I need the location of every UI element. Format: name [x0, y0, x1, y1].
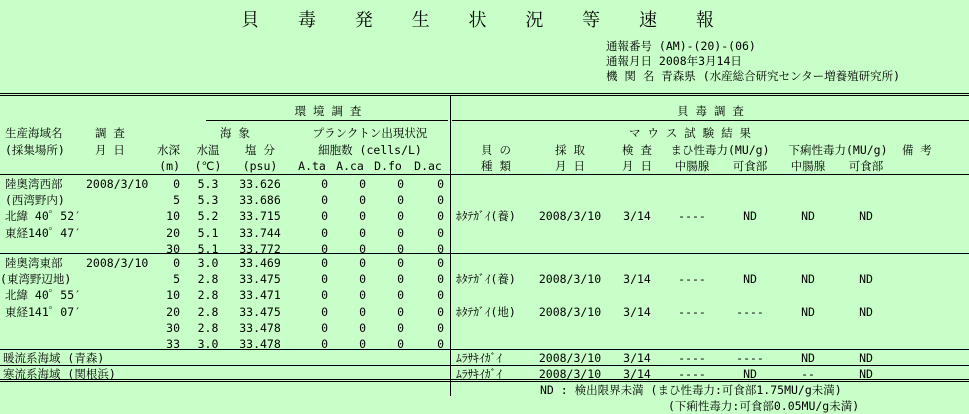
shellfish-species: ﾎﾀﾃｶﾞｲ(養): [456, 272, 516, 287]
col-psp: まひ性毒力(MU/g): [670, 143, 770, 157]
psp-edible-cell: ----: [736, 304, 764, 319]
psp-midgut-cell: ----: [678, 367, 706, 381]
plankton-cell: 0: [397, 241, 404, 256]
col-dsp-midgut: 中腸腺: [790, 159, 826, 173]
col-month-day: 月 日: [95, 143, 125, 157]
salinity-cell: 33.744: [239, 225, 281, 240]
temp-cell: 5.2: [197, 209, 219, 224]
psp-midgut-cell: ----: [678, 209, 706, 224]
col-sea-area: 生産海域名: [5, 126, 63, 140]
col-species: 種 類: [481, 159, 511, 173]
plankton-cell: 0: [359, 337, 366, 351]
row-separator-rule: [0, 365, 969, 366]
temp-cell: 5.3: [197, 193, 219, 208]
col-sampling: 採 取: [555, 143, 585, 157]
header-bottom-rule: [0, 174, 969, 175]
plankton-cell: 0: [437, 304, 444, 319]
col-temp-unit: (℃): [194, 159, 222, 173]
col-shellfish: 貝 の: [481, 143, 511, 157]
depth-cell: 0: [173, 256, 180, 270]
col-species-1: A.ta: [298, 159, 326, 173]
salinity-cell: 33.715: [239, 209, 281, 224]
plankton-cell: 0: [321, 177, 328, 191]
plankton-cell: 0: [437, 225, 444, 240]
env-group-rule: [206, 120, 448, 121]
table-top-rule: [0, 93, 969, 96]
report-title: 貝 毒 発 生 状 況 等 速 報: [241, 10, 728, 31]
plankton-cell: 0: [397, 288, 404, 303]
depth-cell: 5: [173, 272, 180, 287]
plankton-cell: 0: [359, 177, 366, 191]
psp-edible-cell: ND: [743, 367, 757, 381]
dsp-edible-cell: ND: [859, 351, 873, 365]
dsp-edible-cell: ND: [859, 367, 873, 381]
plankton-cell: 0: [397, 272, 404, 287]
depth-cell: 5: [173, 193, 180, 208]
plankton-cell: 0: [437, 256, 444, 270]
temp-cell: 5.1: [197, 241, 219, 256]
salinity-cell: 33.772: [239, 241, 281, 256]
area-label: 陸奥湾東部: [5, 256, 63, 270]
agency-name: 機 関 名 青森県 (水産総合研究センター増養殖研究所): [606, 69, 901, 83]
plankton-cell: 0: [397, 304, 404, 319]
shellfish-species: ﾎﾀﾃｶﾞｲ(養): [456, 209, 516, 224]
plankton-cell: 0: [321, 272, 328, 287]
footnote-line-2: (下痢性毒力:可食部0.05MU/g未満): [668, 399, 860, 413]
sampling-date-cell: 2008/3/10: [538, 367, 602, 381]
plankton-cell: 0: [397, 320, 404, 335]
dsp-midgut-cell: --: [801, 367, 815, 381]
sampling-date-cell: 2008/3/10: [538, 209, 602, 224]
area-label: 陸奥湾西部: [5, 177, 63, 191]
plankton-cell: 0: [437, 193, 444, 208]
plankton-cell: 0: [359, 304, 366, 319]
plankton-cell: 0: [397, 256, 404, 270]
col-plankton-group: プランクトン出現状況: [312, 126, 428, 140]
col-cell-count: 細胞数 (cells/L): [318, 143, 422, 157]
salinity-cell: 33.626: [239, 177, 281, 191]
area-label: 東経140゜47′: [5, 225, 82, 240]
inspection-date-cell: 3/14: [623, 367, 651, 381]
plankton-cell: 0: [437, 177, 444, 191]
survey-date: 2008/3/10: [86, 256, 149, 270]
area-label: 北緯 40゜52′: [5, 209, 82, 224]
plankton-cell: 0: [437, 241, 444, 256]
depth-cell: 30: [166, 320, 180, 335]
plankton-cell: 0: [321, 209, 328, 224]
plankton-cell: 0: [321, 288, 328, 303]
plankton-cell: 0: [397, 209, 404, 224]
depth-cell: 20: [166, 225, 180, 240]
col-sampling-place: (採集場所): [5, 143, 65, 157]
col-psp-midgut: 中腸腺: [674, 159, 710, 173]
area-label: (東湾野辺地): [0, 272, 72, 287]
plankton-cell: 0: [321, 337, 328, 351]
section-divider: [450, 95, 451, 396]
dsp-edible-cell: ND: [859, 304, 873, 319]
plankton-cell: 0: [321, 304, 328, 319]
psp-midgut-cell: ----: [678, 304, 706, 319]
plankton-cell: 0: [397, 193, 404, 208]
shellfish-species: ﾑﾗｻｷｲｶﾞｲ: [456, 367, 502, 381]
col-salinity-unit: (psu): [242, 159, 278, 173]
plankton-cell: 0: [437, 288, 444, 303]
psp-midgut-cell: ----: [678, 272, 706, 287]
col-remarks: 備 考: [902, 143, 932, 157]
plankton-cell: 0: [359, 256, 366, 270]
depth-cell: 10: [166, 209, 180, 224]
dsp-midgut-cell: ND: [801, 351, 815, 365]
area-label: (西湾野内): [5, 193, 65, 208]
inspection-date-cell: 3/14: [623, 272, 651, 287]
report-number: 通報番号 (AM)-(20)-(06): [606, 39, 756, 53]
plankton-cell: 0: [321, 241, 328, 256]
group-separator-rule: [0, 349, 969, 350]
salinity-cell: 33.475: [239, 272, 281, 287]
salinity-cell: 33.471: [239, 288, 281, 303]
col-depth-unit: (m): [159, 159, 180, 173]
col-inspection: 検 査: [622, 143, 652, 157]
col-species-4: D.ac: [414, 159, 442, 173]
col-salinity: 塩 分: [245, 143, 275, 157]
inspection-date-cell: 3/14: [623, 351, 651, 365]
env-group-heading: 環 境 調 査: [294, 104, 362, 118]
depth-cell: 0: [173, 177, 180, 191]
shellfish-species: ﾎﾀﾃｶﾞｲ(地): [456, 304, 516, 319]
inspection-date-cell: 3/14: [623, 209, 651, 224]
psp-midgut-cell: ----: [678, 351, 706, 365]
temp-cell: 5.1: [197, 225, 219, 240]
col-species-3: D.fo: [374, 159, 402, 173]
toxin-group-heading: 貝 毒 調 査: [677, 104, 744, 118]
plankton-cell: 0: [359, 193, 366, 208]
col-species-2: A.ca: [336, 159, 364, 173]
temp-cell: 5.3: [197, 177, 219, 191]
plankton-cell: 0: [437, 209, 444, 224]
temp-cell: 3.0: [197, 256, 219, 270]
col-water-temp: 水温: [196, 143, 220, 157]
salinity-cell: 33.469: [239, 256, 281, 270]
temp-cell: 2.8: [197, 304, 219, 319]
depth-cell: 33: [166, 337, 180, 351]
dsp-midgut-cell: ND: [801, 209, 815, 224]
group-separator-rule: [0, 253, 969, 254]
inspection-date-cell: 3/14: [623, 304, 651, 319]
report-date: 通報月日 2008年3月14日: [606, 54, 742, 68]
salinity-cell: 33.478: [239, 337, 281, 351]
col-sea-condition: 海 象: [220, 126, 250, 140]
extra-area-label: 暖流系海域 (青森): [3, 351, 105, 365]
salinity-cell: 33.475: [239, 304, 281, 319]
depth-cell: 30: [166, 241, 180, 256]
sampling-date-cell: 2008/3/10: [538, 304, 602, 319]
plankton-cell: 0: [321, 193, 328, 208]
survey-date: 2008/3/10: [86, 177, 149, 191]
plankton-cell: 0: [359, 272, 366, 287]
col-mouse-test: マ ウ ス 試 験 結 果: [628, 126, 752, 140]
depth-cell: 20: [166, 304, 180, 319]
col-dsp: 下痢性毒力(MU/g): [788, 143, 888, 157]
depth-cell: 10: [166, 288, 180, 303]
plankton-cell: 0: [321, 225, 328, 240]
plankton-cell: 0: [359, 288, 366, 303]
plankton-cell: 0: [437, 337, 444, 351]
col-dsp-edible: 可食部: [848, 159, 884, 173]
temp-cell: 2.8: [197, 320, 219, 335]
plankton-cell: 0: [359, 225, 366, 240]
plankton-cell: 0: [359, 320, 366, 335]
col-survey: 調 査: [95, 126, 125, 140]
plankton-cell: 0: [437, 320, 444, 335]
sampling-date-cell: 2008/3/10: [538, 272, 602, 287]
salinity-cell: 33.686: [239, 193, 281, 208]
psp-edible-cell: ND: [743, 272, 757, 287]
col-psp-edible: 可食部: [732, 159, 768, 173]
shellfish-species: ﾑﾗｻｷｲｶﾞｲ: [456, 351, 502, 365]
dsp-edible-cell: ND: [859, 209, 873, 224]
psp-edible-cell: ----: [736, 351, 764, 365]
area-label: 東経141゜07′: [5, 304, 82, 319]
plankton-cell: 0: [359, 209, 366, 224]
plankton-cell: 0: [359, 241, 366, 256]
temp-cell: 3.0: [197, 337, 219, 351]
plankton-cell: 0: [397, 225, 404, 240]
plankton-cell: 0: [397, 177, 404, 191]
col-sampling-date: 月 日: [555, 159, 585, 173]
col-inspection-date: 月 日: [622, 159, 652, 173]
sampling-date-cell: 2008/3/10: [538, 351, 602, 365]
extra-area-label: 寒流系海域 (関根浜): [3, 367, 116, 381]
area-label: 北緯 40゜55′: [5, 288, 82, 303]
footnote-line-1: ND : 検出限界未満 (まひ性毒力:可食部1.75MU/g未満): [540, 383, 842, 397]
dsp-edible-cell: ND: [859, 272, 873, 287]
plankton-cell: 0: [321, 256, 328, 270]
dsp-midgut-cell: ND: [801, 304, 815, 319]
dsp-midgut-cell: ND: [801, 272, 815, 287]
temp-cell: 2.8: [197, 272, 219, 287]
temp-cell: 2.8: [197, 288, 219, 303]
col-water-depth: 水深: [157, 143, 180, 157]
psp-edible-cell: ND: [743, 209, 757, 224]
plankton-cell: 0: [321, 320, 328, 335]
plankton-cell: 0: [437, 272, 444, 287]
toxin-group-rule: [452, 120, 969, 121]
plankton-cell: 0: [397, 337, 404, 351]
salinity-cell: 33.478: [239, 320, 281, 335]
